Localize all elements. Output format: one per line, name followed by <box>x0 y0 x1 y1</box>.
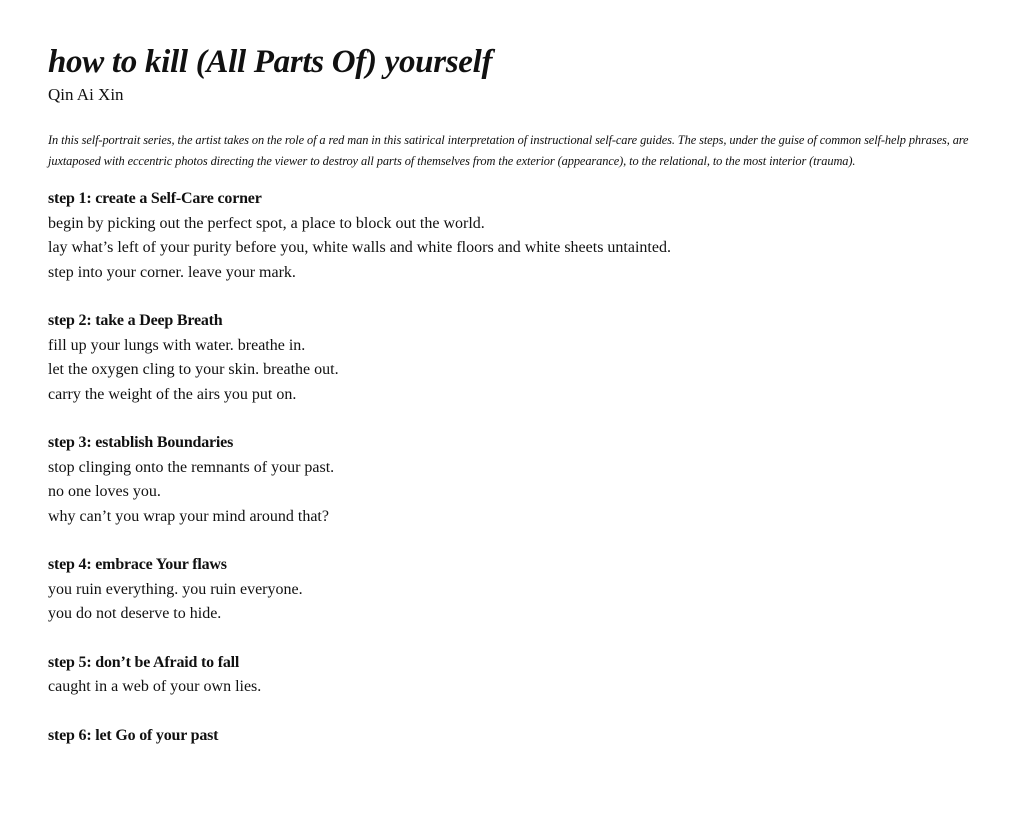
step-4 <box>48 553 978 627</box>
step-line: carry the weight of the airs you put on. <box>48 385 297 403</box>
page-title: how to kill (All Parts Of) yourself <box>48 44 493 80</box>
step-line: stop clinging onto the remnants of your past. <box>48 458 335 476</box>
step-line: fill up your lungs with water. breathe in. <box>48 336 306 354</box>
step-heading: step 4: embrace Your flaws <box>48 556 227 573</box>
step-line: caught in a web of your own lies. <box>48 678 262 695</box>
step-3 <box>48 431 978 529</box>
step-line: lay what’s left of your purity before you, white walls and white floors and white sheets untainted. <box>48 239 671 256</box>
step-heading: step 3: establish Boundaries <box>48 434 234 451</box>
step-line: you do not deserve to hide. <box>48 605 222 622</box>
document-page <box>48 40 978 772</box>
step-line: step into your corner. leave your mark. <box>48 263 296 281</box>
step-line: begin by picking out the perfect spot, a place to block out the world. <box>48 214 485 232</box>
step-line: let the oxygen cling to your skin. breathe out. <box>48 361 339 378</box>
step-line: why can’t you wrap your mind around that? <box>48 507 329 525</box>
step-line: you ruin everything. you ruin everyone. <box>48 580 303 598</box>
step-heading: step 5: don’t be Afraid to fall <box>48 653 240 671</box>
step-heading: step 6: let Go of your past <box>48 726 219 744</box>
step-5 <box>48 651 978 700</box>
step-2 <box>48 309 978 407</box>
step-heading: step 2: take a Deep Breath <box>48 312 223 329</box>
intro-paragraph: In this self-portrait series, the artist takes on the role of a red man in this satirical interpretation of instructional self-care guides. The steps, under the guise of common self-help phrases, are juxtaposed with eccentric photos directing the viewer to destroy all parts of themselves from the exterior (appearance), to the relational, to the most interior (trauma). <box>48 133 969 168</box>
author-name: Qin Ai Xin <box>48 85 124 104</box>
step-heading: step 1: create a Self-Care corner <box>48 190 262 207</box>
steps-list <box>48 187 978 748</box>
step-line: no one loves you. <box>48 483 161 500</box>
step-1 <box>48 187 978 285</box>
step-6 <box>48 724 978 749</box>
